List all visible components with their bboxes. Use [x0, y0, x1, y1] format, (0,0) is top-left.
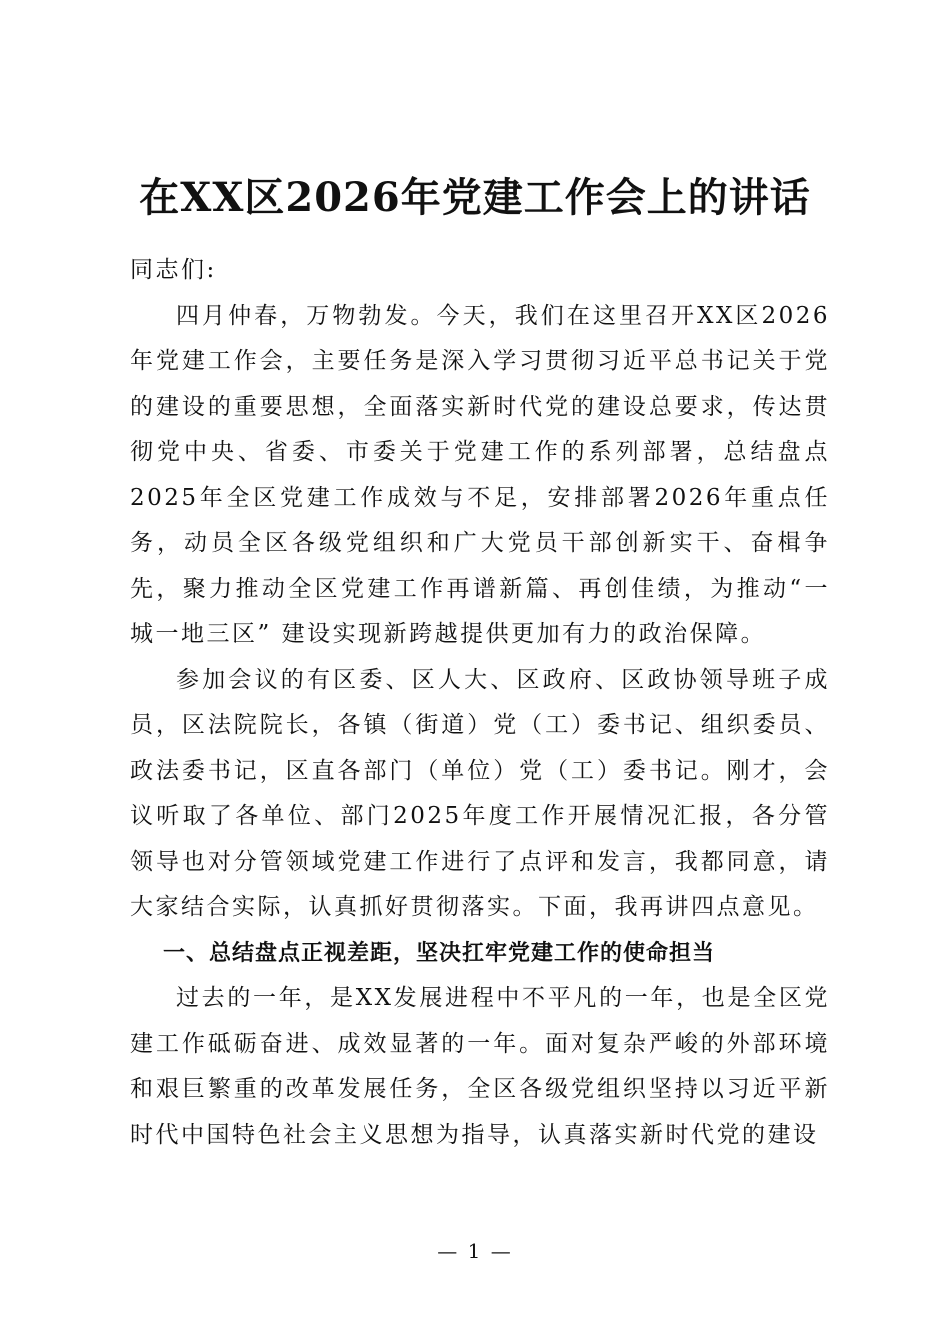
document-body: [130, 248, 830, 1158]
section-heading-1: 一、总结盘点正视差距，坚决扛牢党建工作的使命担当: [163, 940, 716, 966]
document-title: 在XX区2026年党建工作会上的讲话: [139, 174, 811, 221]
paragraph-attendees: 参加会议的有区委、区人大、区政府、区政协领导班子成员，区法院院长，各镇（街道）党（工）委书记、组织委员、政法委书记，区直各部门（单位）党（工）委书记。刚才，会议听取了各单位、部门2025年度工作开展情况汇报，各分管领导也对分管领域党建工作进行了点评和发言，我都同意，请大家结合实际，认真抓好贯彻落实。下面，我再讲四点意见。: [130, 666, 830, 920]
paragraph-opening: 四月仲春，万物勃发。今天，我们在这里召开XX区2026年党建工作会，主要任务是深入学习贯彻习近平总书记关于党的建设的重要思想，全面落实新时代党的建设总要求，传达贯彻党中央、省委、市委关于党建工作的系列部署，总结盘点2025年全区党建工作成效与不足，安排部署2026年重点任务，动员全区各级党组织和广大党员干部创新实干、奋楫争先，聚力推动全区党建工作再谱新篇、再创佳绩，为推动“一城一地三区” 建设实现新跨越提供更加有力的政治保障。: [130, 302, 830, 647]
page-number: — 1 —: [437, 1239, 513, 1263]
paragraph-section-1: 过去的一年，是XX发展进程中不平凡的一年，也是全区党建工作砥砺奋进、成效显著的一年。面对复杂严峻的外部环境和艰巨繁重的改革发展任务，全区各级党组织坚持以习近平新时代中国特色社会主义思想为指导，认真落实新时代党的建设: [130, 985, 830, 1148]
salutation: 同志们:: [130, 257, 217, 283]
